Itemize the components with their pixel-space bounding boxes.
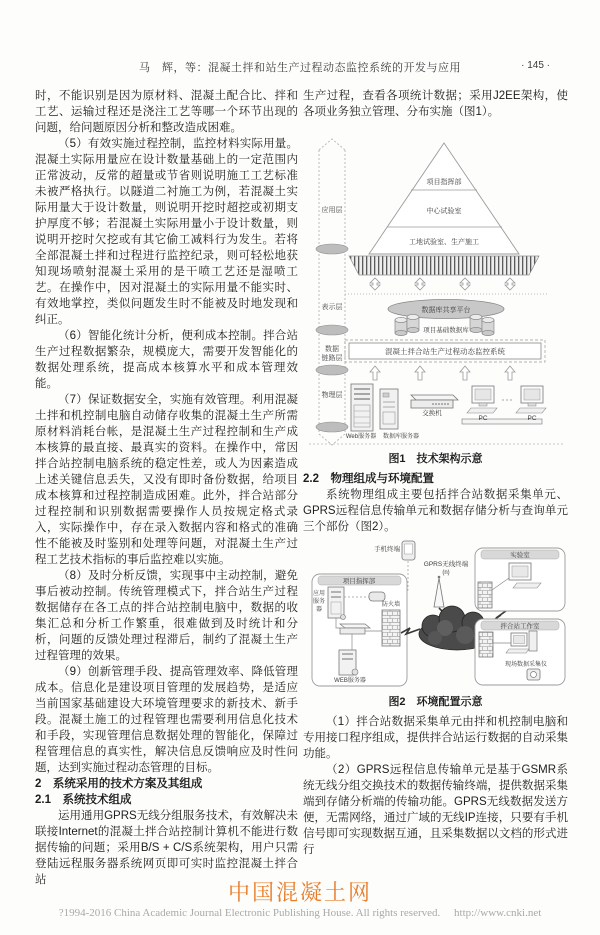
updown-arrow-icon <box>460 278 470 290</box>
layer-rail <box>319 139 345 445</box>
subsection-heading: 2.2 物理组成与环境配置 <box>303 473 434 485</box>
layer-label: 链路层 <box>321 355 342 362</box>
paragraph: （6）智能化统计分析，便利成本控制。拌合站生产过程数据繁杂，规模庞大，需要开发智能化的数据处理系统，提高成本核算水平和成本管理效能。 <box>35 330 298 390</box>
device-label: 数据库服务器 <box>382 434 419 440</box>
left-column <box>35 88 298 888</box>
lab-label: 实验室 <box>509 552 530 559</box>
pc-icon <box>467 386 497 413</box>
right-column <box>303 88 568 858</box>
web-server-icon <box>339 650 358 675</box>
updown-arrow-icon <box>415 278 425 290</box>
database-cylinder-icon <box>395 317 407 335</box>
collector-label: 现场数据采集仪 <box>504 662 547 668</box>
system-bar-label: 混凝土拌合站生产过程动态监控系统 <box>384 347 505 356</box>
device-label: Web服务器 <box>345 434 376 440</box>
paragraph: （8）及时分析反馈，实现事中主动控制，避免事后被动控制。传统管理模式下，拌合站生产过程数据储存在各工点的拌合站控制电脑中，数据的收集汇总和分析工作繁重，很难做到及时统计和分析，问题的反馈处理过程滞后，制约了混凝土生产过程管理的效果。 <box>35 570 298 662</box>
up-arrow-icon <box>505 366 515 380</box>
paragraph: 生产过程，查看各项统计数据；采用J2EE架构，使各项业务独立管理、分布实施（图1）。 <box>303 90 568 118</box>
up-arrow-icon <box>370 366 380 380</box>
database-cylinder-icon <box>470 314 482 332</box>
copyright-line: ?1994-2016 China Academic Journal Electronic Publishing House. All rights reserved. http://www.cnki.net <box>58 907 542 919</box>
firewall-label: 防火墙 <box>381 602 400 608</box>
firewall-icon <box>382 610 400 646</box>
phone-icon <box>402 541 415 560</box>
hq-label: 项目指挥部 <box>342 578 375 585</box>
app-server-label: 服务 <box>312 599 325 605</box>
environment-diagram <box>305 538 567 690</box>
subsection-heading: 2.1 系统技术组成 <box>35 794 132 806</box>
station-label: 拌合站工作室 <box>500 623 539 630</box>
database-label: 项目基础数据库 <box>422 327 469 334</box>
antenna-icon <box>434 576 444 607</box>
layer-label: 应用层 <box>321 207 342 214</box>
platform-label: 数据库共享平台 <box>421 307 470 314</box>
station-pc-icon <box>506 631 537 653</box>
hatched-band <box>349 256 539 275</box>
up-arrow-icon <box>415 366 425 380</box>
pyramid-label: 项目指挥部 <box>426 179 461 186</box>
rail-node <box>316 244 348 254</box>
section-heading: 2 系统采用的技术方案及其组成 <box>35 778 203 790</box>
rail-node <box>316 365 348 375</box>
page-title: 马 辉，等：混凝土拌和站生产过程动态监控系统的开发与应用 <box>139 62 461 74</box>
pyramid <box>369 143 519 254</box>
station-firewall-icon <box>479 632 493 657</box>
paragraph: （9）创新管理手段、提高管理效率、降低管理成本。信息化是建设项目管理的发展趋势，是适应当前国家基础建设大环境管理要求的新技术、新手段。混凝土施工的过程管理也需要利用信息化技术和手段，实现管理信息数据处理的智能化，保障过程管理信息的真实性，解决信息反馈响应及时性问题，达到实施过程动态管理的目标。 <box>35 666 298 774</box>
figure2-caption: 图2 环境配置示意 <box>388 696 483 708</box>
page-number: · 145 · <box>521 60 550 71</box>
rail-node <box>316 422 348 432</box>
figure-1 <box>303 137 568 447</box>
architecture-diagram <box>305 137 567 447</box>
device-label: PC <box>477 415 488 422</box>
database-cylinder-icon <box>407 314 419 332</box>
device-label: PC <box>526 415 537 422</box>
pyramid-label: 中心试验室 <box>426 208 461 215</box>
paragraph: 运用通用GPRS无线分组服务技术，有效解决未联接Internet的混凝土拌合站控制计算机不能进行数据传输的问题；采用B/S + C/S系统架构，用户只需登陆远程服务器系统网页即可实时监控混凝土拌合站 <box>35 810 298 886</box>
layer-label: 数据 <box>324 346 339 353</box>
pc-icon <box>516 386 546 413</box>
paragraph: 系统物理组成主要包括拌合站数据采集单元、GPRS远程信息传输单元和数据存储分析与查询单元三个部份（图2）。 <box>303 489 568 533</box>
collector-icon <box>527 669 540 680</box>
rail-node <box>316 325 348 335</box>
app-server-icon <box>328 587 346 620</box>
pyramid-label: 工地试验室、生产施工 <box>408 239 479 246</box>
lab-box <box>475 548 565 611</box>
figure-2 <box>303 538 568 690</box>
mobile-label: 手机终端 <box>373 546 400 553</box>
gprs-count: (n) <box>441 570 450 576</box>
paragraph: （1）拌合站数据采集单元由拌和机控制电脑和专用接口程序组成，提供拌合站运行数据的自动采集功能。 <box>303 716 568 760</box>
db-server-icon <box>380 389 398 429</box>
paragraph: （7）保证数据安全，实施有效管理。利用混凝土拌和机控制电脑自动储存收集的混凝土生产所需原材料消耗台帐，是混凝土生产过程控制和生产成本核算的最直接、最真实的资料。在操作中，常因拌合站控制电脑系统的稳定性差，或人为因素造成上述关键信息丢失，又没有即时备份数据，给项目成本核算和过程控制造成困难。此外，拌合站部分过程控制和识别数据需要操作人员按规定格式录入，实际操作中，存在录入数据内容和格式的准确性不能被及时鉴别和处理等问题，对混凝土生产过程工艺技术指标的事后监控难以实施。 <box>35 394 298 566</box>
web-server-label: WEB服务器 <box>333 678 366 684</box>
paragraph: （5）有效实施过程控制，监控材料实际用量。混凝土实际用量应在设计数量基础上的一定范围内正常波动，反常的超量或节省则说明施工工艺标准未被严格执行。以隧道二衬施工为例，若混凝土实际用量大于设计数量，则说明开挖时超挖或初期支护厚度不够；若混凝土实际用量小于设计数量，则说明开挖时欠挖或有其它偷工减料行为发生。若将全部混凝土拌和过程进行监控纪录，则可轻松地获知现场喷射混凝土采用的是干喷工艺还是湿喷工艺。在操作中，因对混凝土的实际用量不能实时、有效地掌控，类似问题发生时不能被及时地发现和纠正。 <box>35 138 298 326</box>
hq-box <box>312 574 407 686</box>
site-watermark: 中国混凝土网 <box>227 880 372 905</box>
paragraph: （2）GPRS远程信息传输单元是基于GSMR系统无线分组交换技术的数据传输终端，提供数据采集端到存储分析端的传输功能。GPRS无线数据发送方便，无需网络，通过广域的无线IP连接，只要有手机信号即可实现数据互通，且采集数据以文档的形式进行 <box>303 764 568 856</box>
updown-arrow-icon <box>505 278 515 290</box>
up-arrow-icon <box>460 366 470 380</box>
app-server-label: 器 <box>315 607 322 613</box>
updown-arrow-icon <box>370 278 380 290</box>
gprs-label: GPRS无线终端 <box>423 561 468 568</box>
station-box <box>475 619 565 685</box>
database-cylinder-icon <box>482 317 494 335</box>
figure1-caption: 图1 技术架构示意 <box>388 453 483 465</box>
paragraph: 时，不能识别是因为原材料、混凝土配合比、拌和工艺、运输过程还是浇注工艺等哪一个环节出现的问题，给问题原因分析和整改造成困难。 <box>35 90 298 134</box>
lab-firewall-icon <box>478 582 492 608</box>
web-server-icon <box>351 384 373 431</box>
device-label: 交换机 <box>421 410 442 417</box>
modem-icon <box>369 592 385 601</box>
layer-label: 物理层 <box>321 392 342 399</box>
app-server-label: 应用 <box>312 591 325 597</box>
switch-icon <box>411 395 458 408</box>
layer-label: 表示层 <box>321 304 342 311</box>
